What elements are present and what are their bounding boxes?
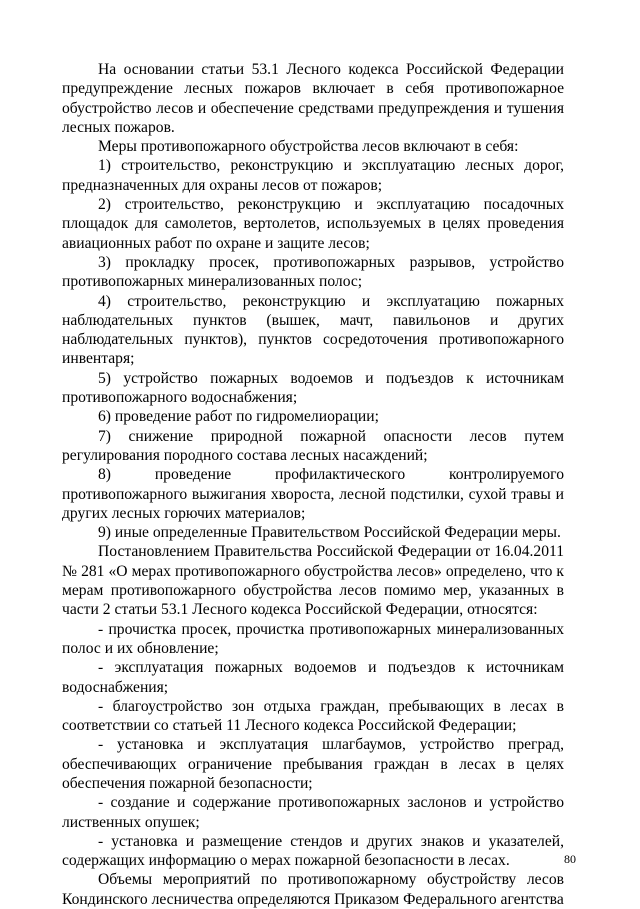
list-item: 7) снижение природной пожарной опасности лесов путем регулирования породного состава лесных насаждений;: [62, 427, 564, 464]
dash-list-item: - установка и эксплуатация шлагбаумов, устройство преград, обеспечивающих ограничение пребывания граждан в лесах в целях обеспечения пожарной безопасности;: [62, 736, 564, 792]
list-item: 8) проведение профилактического контролируемого противопожарного выжигания хвороста, лесной подстилки, сухой травы и других лесных горючих материалов;: [62, 466, 564, 522]
dash-list-item: - благоустройство зон отдыха граждан, пребывающих в лесах в соответствии со статьей 11 Лесного кодекса Российской Федерации;: [62, 697, 564, 735]
list-item: 3) прокладку просек, противопожарных разрывов, устройство противопожарных минерализованных полос;: [62, 253, 564, 291]
list-item: 9) иные определенные Правительством Российской Федерации меры.: [98, 524, 561, 542]
list-item: 4) строительство, реконструкцию и эксплуатацию пожарных наблюдательных пунктов (вышек, мачт, павильонов и других наблюдательных пунктов), пунктов сосредоточения противопожарного инвентаря;: [62, 292, 564, 368]
paragraph-volumes: Объемы мероприятий по противопожарному обустройству лесов Кондинского лесничества определяются Приказом Федерального агентства: [62, 871, 564, 908]
dash-list-item: - установка и размещение стендов и других знаков и указателей, содержащих информацию о мерах пожарной безопасности в лесах.: [62, 832, 564, 870]
paragraph-decree: Постановлением Правительства Российской Федерации от 16.04.2011 № 281 «О мерах противопожарного обустройства лесов» определено, что к мерам противопожарного обустройства лесов помимо мер, указанных в части 2 статьи 53.1 Лесного кодекса Российской Федерации, относятся:: [62, 543, 564, 619]
list-item: 2) строительство, реконструкцию и эксплуатацию посадочных площадок для самолетов, вертолетов, используемых в целях проведения авиационных работ по охране и защите лесов;: [62, 196, 564, 252]
document-body: [62, 60, 564, 909]
dash-list-item: - создание и содержание противопожарных заслонов и устройство лиственных опушек;: [62, 794, 564, 831]
paragraph-measures-heading: Меры противопожарного обустройства лесов включают в себя:: [98, 138, 519, 156]
page-number: 80: [564, 852, 576, 866]
dash-list-item: - прочистка просек, прочистка противопожарных минерализованных полос и их обновление;: [62, 620, 564, 657]
list-item: 1) строительство, реконструкцию и эксплуатацию лесных дорог, предназначенных для охраны лесов от пожаров;: [62, 157, 564, 194]
paragraph-intro: На основании статьи 53.1 Лесного кодекса Российской Федерации предупреждение лесных пожаров включает в себя противопожарное обустройство лесов и обеспечение средствами предупреждения и тушения лесных пожаров.: [62, 61, 564, 136]
list-item: 6) проведение работ по гидромелиорации;: [98, 408, 379, 426]
list-item: 5) устройство пожарных водоемов и подъездов к источникам противопожарного водоснабжения;: [62, 369, 564, 407]
dash-list-item: - эксплуатация пожарных водоемов и подъездов к источникам водоснабжения;: [62, 659, 564, 696]
